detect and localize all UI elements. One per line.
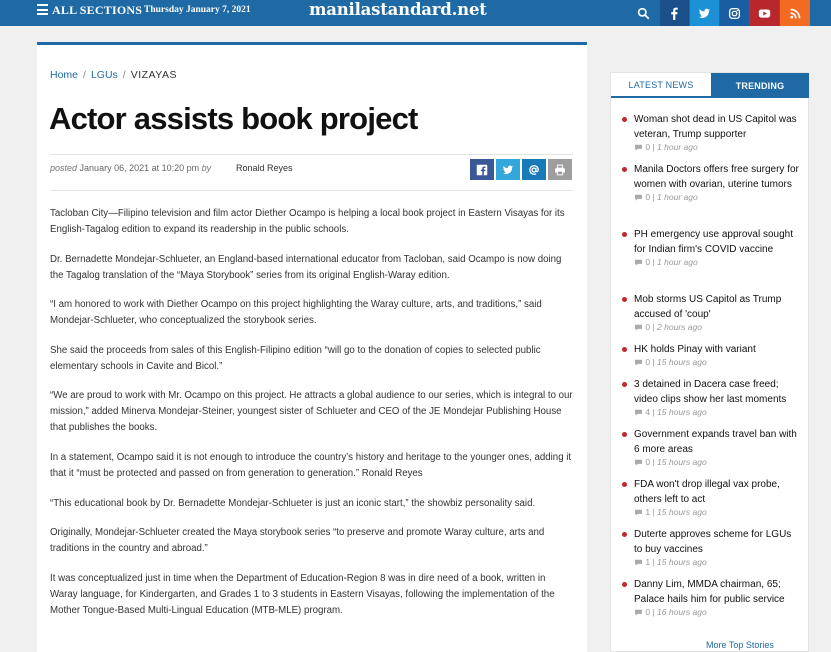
breadcrumb-separator: / bbox=[122, 69, 126, 81]
comment-icon bbox=[634, 194, 643, 201]
comment-icon bbox=[634, 359, 643, 366]
news-meta: 4 | 15 hours ago bbox=[622, 407, 802, 418]
news-sidebar bbox=[610, 72, 809, 652]
posted-date: January 06, 2021 at 10:20 pm bbox=[79, 163, 200, 173]
comment-icon bbox=[634, 144, 643, 151]
comment-count: 0 bbox=[645, 257, 651, 267]
news-item[interactable] bbox=[622, 377, 802, 418]
facebook-icon bbox=[668, 7, 681, 20]
tab-trending[interactable]: TRENDING bbox=[711, 73, 809, 98]
comment-count: 0 bbox=[645, 607, 651, 617]
news-time: 15 hours ago bbox=[657, 557, 707, 567]
comment-count: 4 bbox=[645, 407, 651, 417]
news-item[interactable] bbox=[622, 112, 802, 153]
breadcrumb-lgus[interactable]: LGUs bbox=[90, 69, 118, 81]
news-title[interactable]: Duterte approves scheme for LGUs to buy vaccines bbox=[622, 527, 802, 557]
news-item[interactable] bbox=[622, 292, 802, 333]
comment-icon bbox=[634, 324, 643, 331]
twitter-button[interactable] bbox=[690, 0, 719, 26]
print-icon bbox=[554, 164, 566, 176]
instagram-button[interactable] bbox=[720, 0, 749, 26]
article-paragraph: Originally, Mondejar-Schlueter created the Maya storybook series “to preserve and promote Waray culture, arts and traditions in the country and abroad.” bbox=[50, 527, 545, 555]
more-top-stories-link[interactable]: More Top Stories bbox=[706, 640, 774, 650]
comment-icon bbox=[634, 459, 643, 466]
article-paragraph: Tacloban City—Filipino television and film actor Diether Ocampo is helping a local book project in Eastern Visayas for its English-Tagalog edition to expand its readership in the public schools. bbox=[50, 208, 565, 235]
breadcrumb-separator: / bbox=[83, 69, 86, 81]
comment-icon bbox=[634, 259, 643, 266]
article-paragraph: “This educational book by Dr. Bernadette Mondejar-Schlueter is just an iconic start,” the showbiz personality said. bbox=[50, 497, 536, 509]
rss-icon bbox=[789, 7, 802, 20]
news-time: 1 hour ago bbox=[657, 142, 698, 152]
youtube-icon bbox=[758, 7, 771, 20]
article-paragraph: She said the proceeds from sales of this English-Filipino edition “will go to the donation of copies to selected public elementary schools in Cavite and Bicol.” bbox=[50, 344, 541, 372]
top-navigation-bar bbox=[0, 0, 831, 26]
breadcrumb bbox=[50, 69, 177, 81]
news-meta: 1 | 15 hours ago bbox=[622, 557, 802, 568]
news-meta: 0 | 15 hours ago bbox=[622, 357, 802, 368]
comment-count: 0 bbox=[645, 357, 651, 367]
article-paragraph: In a statement, Ocampo said it is not enough to introduce the country’s history and heritage to the younger ones, adding it that it “must be protected and passed on from generation to generation.” Ronald Reyes bbox=[50, 451, 572, 479]
print-button[interactable] bbox=[548, 159, 572, 180]
comment-count: 0 bbox=[645, 192, 651, 202]
search-button[interactable] bbox=[629, 0, 658, 26]
news-title[interactable]: PH emergency use approval sought for Indian firm's COVID vaccine bbox=[622, 227, 802, 257]
article-body bbox=[50, 206, 575, 632]
news-meta: 0 | 1 hour ago bbox=[622, 192, 802, 203]
news-item[interactable] bbox=[622, 162, 802, 203]
site-logo[interactable]: manilastandard.net bbox=[309, 0, 487, 19]
comment-icon bbox=[634, 559, 643, 566]
news-item[interactable] bbox=[622, 342, 802, 368]
news-item[interactable] bbox=[622, 577, 802, 618]
article-paragraph: It was conceptualized just in time when the Department of Education-Region 8 was in dire need of a book, written in Waray language, for Kindergarten, and Grades 1 to 3 students in Eastern Visayas, following the implementation of the Mother Tongue-Based Multi-Lingual Education (MTB-MLE) program. bbox=[50, 572, 555, 616]
news-time: 15 hours ago bbox=[657, 457, 707, 467]
news-time: 15 hours ago bbox=[657, 357, 707, 367]
twitter-icon bbox=[698, 7, 711, 20]
news-meta: 0 | 2 hours ago bbox=[622, 322, 802, 333]
news-title[interactable]: Manila Doctors offers free surgery for women with ovarian, uterine tumors bbox=[622, 162, 802, 192]
tab-latest-news[interactable]: LATEST NEWS bbox=[611, 73, 711, 98]
all-sections-link[interactable]: ALL SECTIONS bbox=[52, 3, 143, 17]
news-item[interactable] bbox=[622, 477, 802, 518]
comment-count: 1 bbox=[645, 507, 651, 517]
news-item[interactable] bbox=[622, 527, 802, 568]
twitter-icon bbox=[502, 164, 514, 176]
article-title: Actor assists book project bbox=[49, 101, 418, 136]
breadcrumb-home[interactable]: Home bbox=[50, 69, 79, 81]
share-email-button[interactable] bbox=[522, 159, 546, 180]
breadcrumb-current: VIZAYAS bbox=[130, 69, 177, 81]
rss-button[interactable] bbox=[780, 0, 810, 26]
comment-icon bbox=[634, 509, 643, 516]
current-date: Thursday January 7, 2021 bbox=[144, 5, 251, 15]
divider bbox=[50, 190, 573, 191]
share-facebook-button[interactable] bbox=[470, 159, 494, 180]
author-name[interactable]: Ronald Reyes bbox=[236, 163, 293, 173]
news-meta: 0 | 1 hour ago bbox=[622, 142, 802, 153]
article-byline bbox=[50, 163, 211, 173]
news-title[interactable]: FDA won't drop illegal vax probe, others left to act bbox=[622, 477, 802, 507]
comment-count: 0 bbox=[645, 142, 651, 152]
youtube-button[interactable] bbox=[750, 0, 779, 26]
news-item[interactable] bbox=[622, 227, 802, 268]
news-title[interactable]: Government expands travel ban with 6 more areas bbox=[622, 427, 802, 457]
news-title[interactable]: Mob storms US Capitol as Trump accused of 'coup' bbox=[622, 292, 802, 322]
news-time: 2 hours ago bbox=[657, 322, 702, 332]
article-paragraph: “I am honored to work with Diether Ocampo on this project highlighting the Waray culture, arts, and traditions,” said Mondejar-Schlueter, who conceptualized the storybook series. bbox=[50, 299, 542, 327]
by-label: by bbox=[201, 163, 212, 173]
comment-count: 0 bbox=[645, 322, 651, 332]
news-meta: 0 | 15 hours ago bbox=[622, 457, 802, 468]
news-title[interactable]: 3 detained in Dacera case freed; video clips show her last moments bbox=[622, 377, 802, 407]
hamburger-menu-icon[interactable] bbox=[37, 4, 48, 15]
news-time: 15 hours ago bbox=[657, 507, 707, 517]
news-title[interactable]: Woman shot dead in US Capitol was veteran, Trump supporter bbox=[622, 112, 802, 142]
share-twitter-button[interactable] bbox=[496, 159, 520, 180]
search-icon bbox=[637, 7, 650, 20]
instagram-icon bbox=[728, 7, 741, 20]
news-title[interactable]: Danny Lim, MMDA chairman, 65; Palace hails him for public service bbox=[622, 577, 802, 607]
divider bbox=[50, 154, 573, 155]
news-time: 15 hours ago bbox=[657, 407, 707, 417]
comment-count: 1 bbox=[645, 557, 651, 567]
news-meta: 0 | 1 hour ago bbox=[622, 257, 802, 268]
news-time: 1 hour ago bbox=[657, 257, 698, 267]
article-paragraph: “We are proud to work with Mr. Ocampo on this project. He attracts a global audience to our series, which is integral to our mission,” added Minerva Mondejar-Steiner, youngest sister of Schlueter and CEO of the JE Mondejar Publishing House that publishes the books. bbox=[50, 390, 573, 434]
news-item[interactable] bbox=[622, 427, 802, 468]
news-meta: 0 | 16 hours ago bbox=[622, 607, 802, 618]
email-icon bbox=[528, 164, 540, 176]
news-meta: 1 | 15 hours ago bbox=[622, 507, 802, 518]
comment-icon bbox=[634, 609, 643, 616]
news-title[interactable]: HK holds Pinay with variant bbox=[622, 342, 802, 357]
comment-icon bbox=[634, 409, 643, 416]
facebook-icon bbox=[476, 164, 488, 176]
posted-label: posted bbox=[50, 163, 78, 173]
facebook-button[interactable] bbox=[660, 0, 689, 26]
article-card bbox=[37, 42, 587, 652]
comment-count: 0 bbox=[645, 457, 651, 467]
news-time: 1 hour ago bbox=[657, 192, 698, 202]
news-time: 16 hours ago bbox=[657, 607, 707, 617]
article-paragraph: Dr. Bernadette Mondejar-Schlueter, an England-based international educator from Tacloban, said Ocampo is now doing the Tagalog translation of the “Maya Storybook” series from its original English-Waray edition. bbox=[50, 253, 562, 281]
